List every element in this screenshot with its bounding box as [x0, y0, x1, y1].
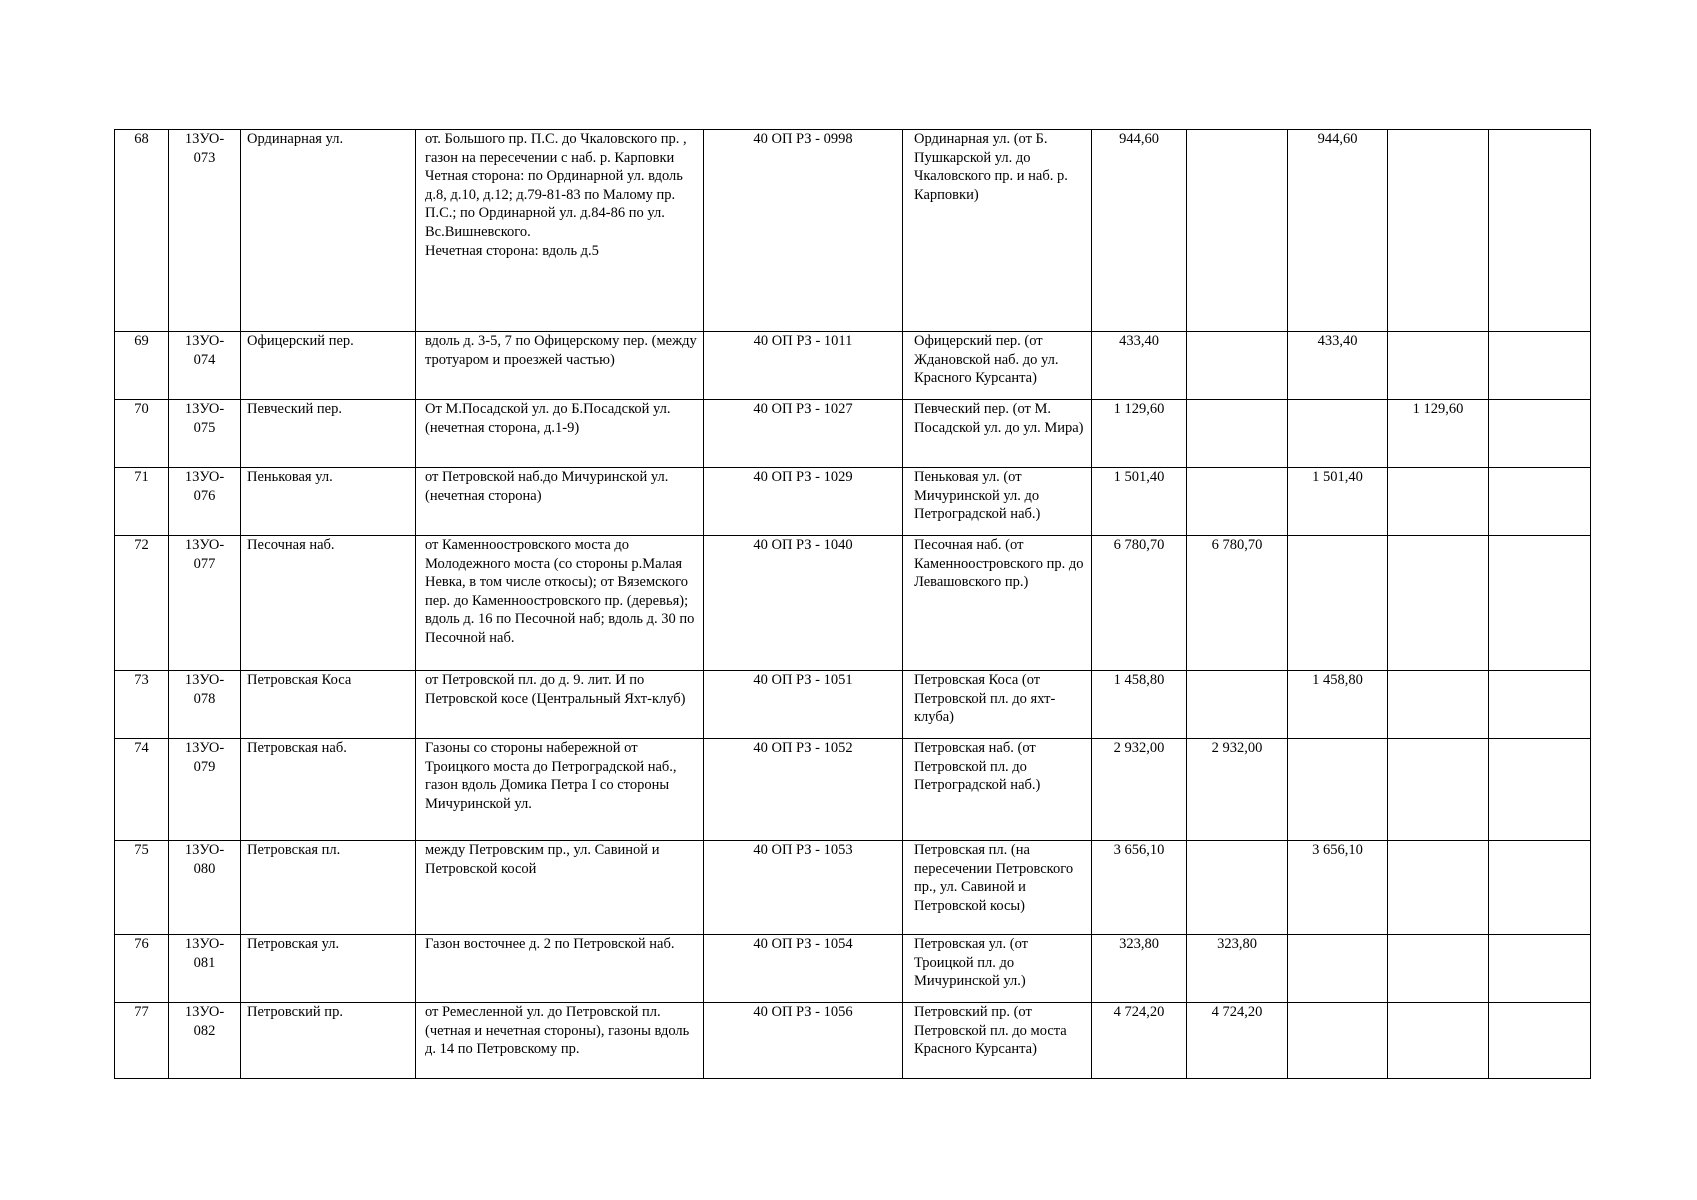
- object-code: 13УО- 076: [169, 468, 241, 536]
- street-name: Петровская ул.: [241, 935, 416, 1003]
- road-section: Песочная наб. (от Каменноостровского пр. до Левашовского пр.): [903, 536, 1092, 671]
- area-category-3: [1388, 671, 1489, 739]
- road-section: Ординарная ул. (от Б. Пушкарской ул. до Чкаловского пр. и наб. р. Карповки): [903, 130, 1092, 332]
- total-area: 4 724,20: [1092, 1003, 1187, 1079]
- area-description: от Ремесленной ул. до Петровской пл. (четная и нечетная стороны), газоны вдоль д. 14 по Петровскому пр.: [416, 1003, 704, 1079]
- object-code: 13УО- 077: [169, 536, 241, 671]
- area-category-2: 1 501,40: [1288, 468, 1388, 536]
- area-category-4: [1489, 130, 1591, 332]
- total-area: 3 656,10: [1092, 841, 1187, 935]
- area-category-3: [1388, 130, 1489, 332]
- street-name: Пеньковая ул.: [241, 468, 416, 536]
- area-category-3: [1388, 536, 1489, 671]
- total-area: 433,40: [1092, 332, 1187, 400]
- total-area: 1 129,60: [1092, 400, 1187, 468]
- road-section: Петровская Коса (от Петровской пл. до яхт-клуба): [903, 671, 1092, 739]
- table-row: [115, 841, 1591, 935]
- table-body: [115, 130, 1591, 1079]
- area-category-2: [1288, 1003, 1388, 1079]
- table-row: [115, 468, 1591, 536]
- row-number: 73: [115, 671, 169, 739]
- area-description: от. Большого пр. П.С. до Чкаловского пр. , газон на пересечении с наб. р. Карповки Четная сторона: по Ординарной ул. вдоль д.8, д.10, д.12; д.79-81-83 по Малому пр. П.С.; по Ординарной ул. д.84-86 по ул. Вс.Вишневского. Нечетная сторона: вдоль д.5: [416, 130, 704, 332]
- area-description: Газоны со стороны набережной от Троицкого моста до Петроградской наб., газон вдоль Домика Петра I со стороны Мичуринской ул.: [416, 739, 704, 841]
- object-code: 13УО- 073: [169, 130, 241, 332]
- row-number: 75: [115, 841, 169, 935]
- object-code: 13УО- 074: [169, 332, 241, 400]
- registry-code: 40 ОП РЗ - 1051: [704, 671, 903, 739]
- area-description: от Каменноостровского моста до Молодежного моста (со стороны р.Малая Невка, в том числе откосы); от Вяземского пер. до Каменноостровского пр. (деревья); вдоль д. 16 по Песочной наб; вдоль д. 30 по Песочной наб.: [416, 536, 704, 671]
- row-number: 74: [115, 739, 169, 841]
- row-number: 71: [115, 468, 169, 536]
- area-category-3: [1388, 739, 1489, 841]
- street-name: Петровская Коса: [241, 671, 416, 739]
- registry-code: 40 ОП РЗ - 1040: [704, 536, 903, 671]
- row-number: 72: [115, 536, 169, 671]
- area-category-3: 1 129,60: [1388, 400, 1489, 468]
- street-name: Песочная наб.: [241, 536, 416, 671]
- total-area: 1 458,80: [1092, 671, 1187, 739]
- area-category-1: 323,80: [1187, 935, 1288, 1003]
- total-area: 2 932,00: [1092, 739, 1187, 841]
- row-number: 68: [115, 130, 169, 332]
- road-section: Петровский пр. (от Петровской пл. до моста Красного Курсанта): [903, 1003, 1092, 1079]
- total-area: 323,80: [1092, 935, 1187, 1003]
- road-section: Петровская наб. (от Петровской пл. до Петроградской наб.): [903, 739, 1092, 841]
- area-category-1: 2 932,00: [1187, 739, 1288, 841]
- street-name: Офицерский пер.: [241, 332, 416, 400]
- area-category-2: 433,40: [1288, 332, 1388, 400]
- area-category-3: [1388, 332, 1489, 400]
- registry-code: 40 ОП РЗ - 1054: [704, 935, 903, 1003]
- object-code: 13УО- 082: [169, 1003, 241, 1079]
- registry-code: 40 ОП РЗ - 1029: [704, 468, 903, 536]
- table-row: [115, 332, 1591, 400]
- street-name: Петровский пр.: [241, 1003, 416, 1079]
- street-name: Петровская наб.: [241, 739, 416, 841]
- area-category-4: [1489, 671, 1591, 739]
- road-section: Петровская пл. (на пересечении Петровского пр., ул. Савиной и Петровской косы): [903, 841, 1092, 935]
- row-number: 70: [115, 400, 169, 468]
- area-category-3: [1388, 1003, 1489, 1079]
- table-row: [115, 739, 1591, 841]
- area-category-2: [1288, 400, 1388, 468]
- green-areas-table: [114, 129, 1591, 1079]
- total-area: 944,60: [1092, 130, 1187, 332]
- object-code: 13УО- 079: [169, 739, 241, 841]
- row-number: 69: [115, 332, 169, 400]
- total-area: 6 780,70: [1092, 536, 1187, 671]
- road-section: Петровская ул. (от Троицкой пл. до Мичуринской ул.): [903, 935, 1092, 1003]
- area-category-1: [1187, 400, 1288, 468]
- street-name: Певческий пер.: [241, 400, 416, 468]
- street-name: Ординарная ул.: [241, 130, 416, 332]
- object-code: 13УО- 078: [169, 671, 241, 739]
- area-category-3: [1388, 935, 1489, 1003]
- area-category-4: [1489, 332, 1591, 400]
- area-category-2: 3 656,10: [1288, 841, 1388, 935]
- area-description: от Петровской пл. до д. 9. лит. И по Петровской косе (Центральный Яхт-клуб): [416, 671, 704, 739]
- area-category-1: [1187, 468, 1288, 536]
- road-section: Певческий пер. (от М. Посадской ул. до ул. Мира): [903, 400, 1092, 468]
- area-description: вдоль д. 3-5, 7 по Офицерскому пер. (между тротуаром и проезжей частью): [416, 332, 704, 400]
- table-row: [115, 935, 1591, 1003]
- area-category-4: [1489, 468, 1591, 536]
- area-category-1: 6 780,70: [1187, 536, 1288, 671]
- area-category-3: [1388, 841, 1489, 935]
- registry-code: 40 ОП РЗ - 1027: [704, 400, 903, 468]
- area-description: Газон восточнее д. 2 по Петровской наб.: [416, 935, 704, 1003]
- area-description: между Петровским пр., ул. Савиной и Петровской косой: [416, 841, 704, 935]
- area-category-4: [1489, 935, 1591, 1003]
- area-category-1: [1187, 841, 1288, 935]
- area-category-4: [1489, 739, 1591, 841]
- registry-code: 40 ОП РЗ - 1056: [704, 1003, 903, 1079]
- total-area: 1 501,40: [1092, 468, 1187, 536]
- object-code: 13УО- 075: [169, 400, 241, 468]
- road-section: Пеньковая ул. (от Мичуринской ул. до Петроградской наб.): [903, 468, 1092, 536]
- table-row: [115, 400, 1591, 468]
- area-category-2: 944,60: [1288, 130, 1388, 332]
- area-category-1: [1187, 671, 1288, 739]
- street-name: Петровская пл.: [241, 841, 416, 935]
- area-category-4: [1489, 400, 1591, 468]
- area-category-4: [1489, 536, 1591, 671]
- area-category-1: 4 724,20: [1187, 1003, 1288, 1079]
- registry-code: 40 ОП РЗ - 1011: [704, 332, 903, 400]
- area-category-1: [1187, 332, 1288, 400]
- area-category-4: [1489, 1003, 1591, 1079]
- area-category-2: [1288, 935, 1388, 1003]
- registry-code: 40 ОП РЗ - 0998: [704, 130, 903, 332]
- row-number: 77: [115, 1003, 169, 1079]
- object-code: 13УО- 081: [169, 935, 241, 1003]
- area-category-3: [1388, 468, 1489, 536]
- table-row: [115, 1003, 1591, 1079]
- area-category-4: [1489, 841, 1591, 935]
- registry-code: 40 ОП РЗ - 1053: [704, 841, 903, 935]
- area-category-2: [1288, 739, 1388, 841]
- area-category-2: [1288, 536, 1388, 671]
- area-description: От М.Посадской ул. до Б.Посадской ул. (нечетная сторона, д.1-9): [416, 400, 704, 468]
- area-category-1: [1187, 130, 1288, 332]
- row-number: 76: [115, 935, 169, 1003]
- area-description: от Петровской наб.до Мичуринской ул.(нечетная сторона): [416, 468, 704, 536]
- object-code: 13УО- 080: [169, 841, 241, 935]
- table-row: [115, 536, 1591, 671]
- road-section: Офицерский пер. (от Ждановской наб. до ул. Красного Курсанта): [903, 332, 1092, 400]
- registry-code: 40 ОП РЗ - 1052: [704, 739, 903, 841]
- area-category-2: 1 458,80: [1288, 671, 1388, 739]
- table-row: [115, 130, 1591, 332]
- table-row: [115, 671, 1591, 739]
